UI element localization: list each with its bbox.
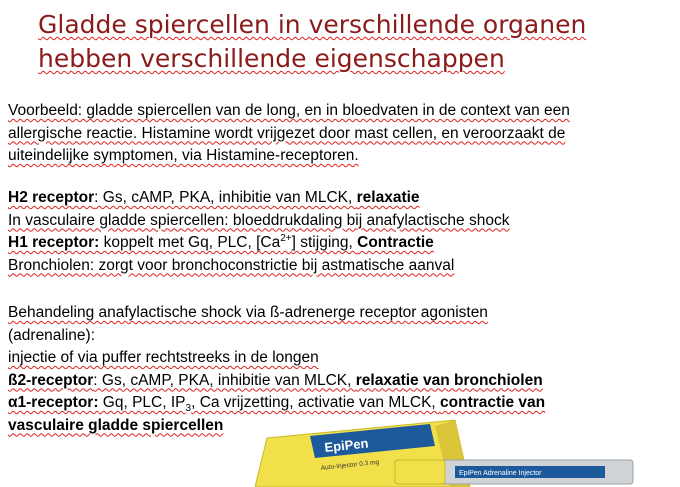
a1-label: α1-receptor: [8,394,99,411]
h1-superscript: 2+ [280,232,292,244]
intro-line-3: uiteindelijke symptomen, via Histamine-receptoren. [8,147,359,164]
a1-subscript: 3 [185,403,192,415]
h2-effect: relaxatie [356,189,420,206]
a1-effect-b: vasculaire gladde spiercellen [8,416,224,434]
b2-effect: relaxatie van bronchiolen [355,371,543,389]
h1-label: H1 receptor: [8,234,100,251]
b2-label: ß2-receptor [8,371,94,389]
h2-text: : Gs, cAMP, PKA, inhibitie van MLCK, [94,189,357,206]
epipen-tube-text: EpiPen Adrenaline Injector [459,470,542,477]
h1-effect: Contractie [357,234,434,251]
h1-text-b: ] stijging, [291,234,358,251]
intro-line-2: allergische reactie. Histamine wordt vrijgezet door mast cellen, en veroorzaakt de [8,124,566,142]
a1-text-a: Gq, PLC, IP [98,394,186,411]
h2-receptor-line [8,187,509,210]
h1-receptor-line [8,232,509,255]
slide-title [38,8,658,76]
treatment-line-2: (adrenaline): [8,326,96,344]
intro-line-1: Voorbeeld: gladde spiercellen van de long, en in bloedvaten in de context van een [8,102,570,119]
a1-receptor-line [8,392,545,415]
h2-label: H2 receptor [8,189,95,206]
b2-receptor-line [8,370,545,393]
treatment-line-1: Behandeling anafylactische shock via ß-adrenerge receptor agonisten [8,304,488,321]
epipen-image [255,416,635,487]
epipen-small-text: Auto-Injector 0.3 mg [320,458,380,472]
b2-text: : Gs, cAMP, PKA, inhibitie van MLCK, [93,371,356,389]
treatment-line-3: injectie of via puffer rechtstreeks in de longen [8,349,319,366]
epipen-tube-cap [395,460,445,484]
a1-effect-a: contractie van [440,394,546,411]
receptor-block [8,187,509,277]
title-line-2: hebben verschillende eigenschappen [38,44,505,73]
a1-text-b: , Ca vrijzetting, activatie van MLCK, [191,394,441,411]
h1-text-a: koppelt met Gq, PLC, [Ca [99,234,281,251]
vascular-line: In vasculaire gladde spiercellen: bloeddrukdaling bij anafylactische shock [8,211,510,229]
title-line-1: Gladde spiercellen in verschillende organen [38,10,587,39]
intro-paragraph [8,100,570,168]
epipen-brand: EpiPen [323,435,370,455]
bronchiolen-line: Bronchiolen: zorgt voor bronchoconstrictie bij astmatische aanval [8,256,455,274]
